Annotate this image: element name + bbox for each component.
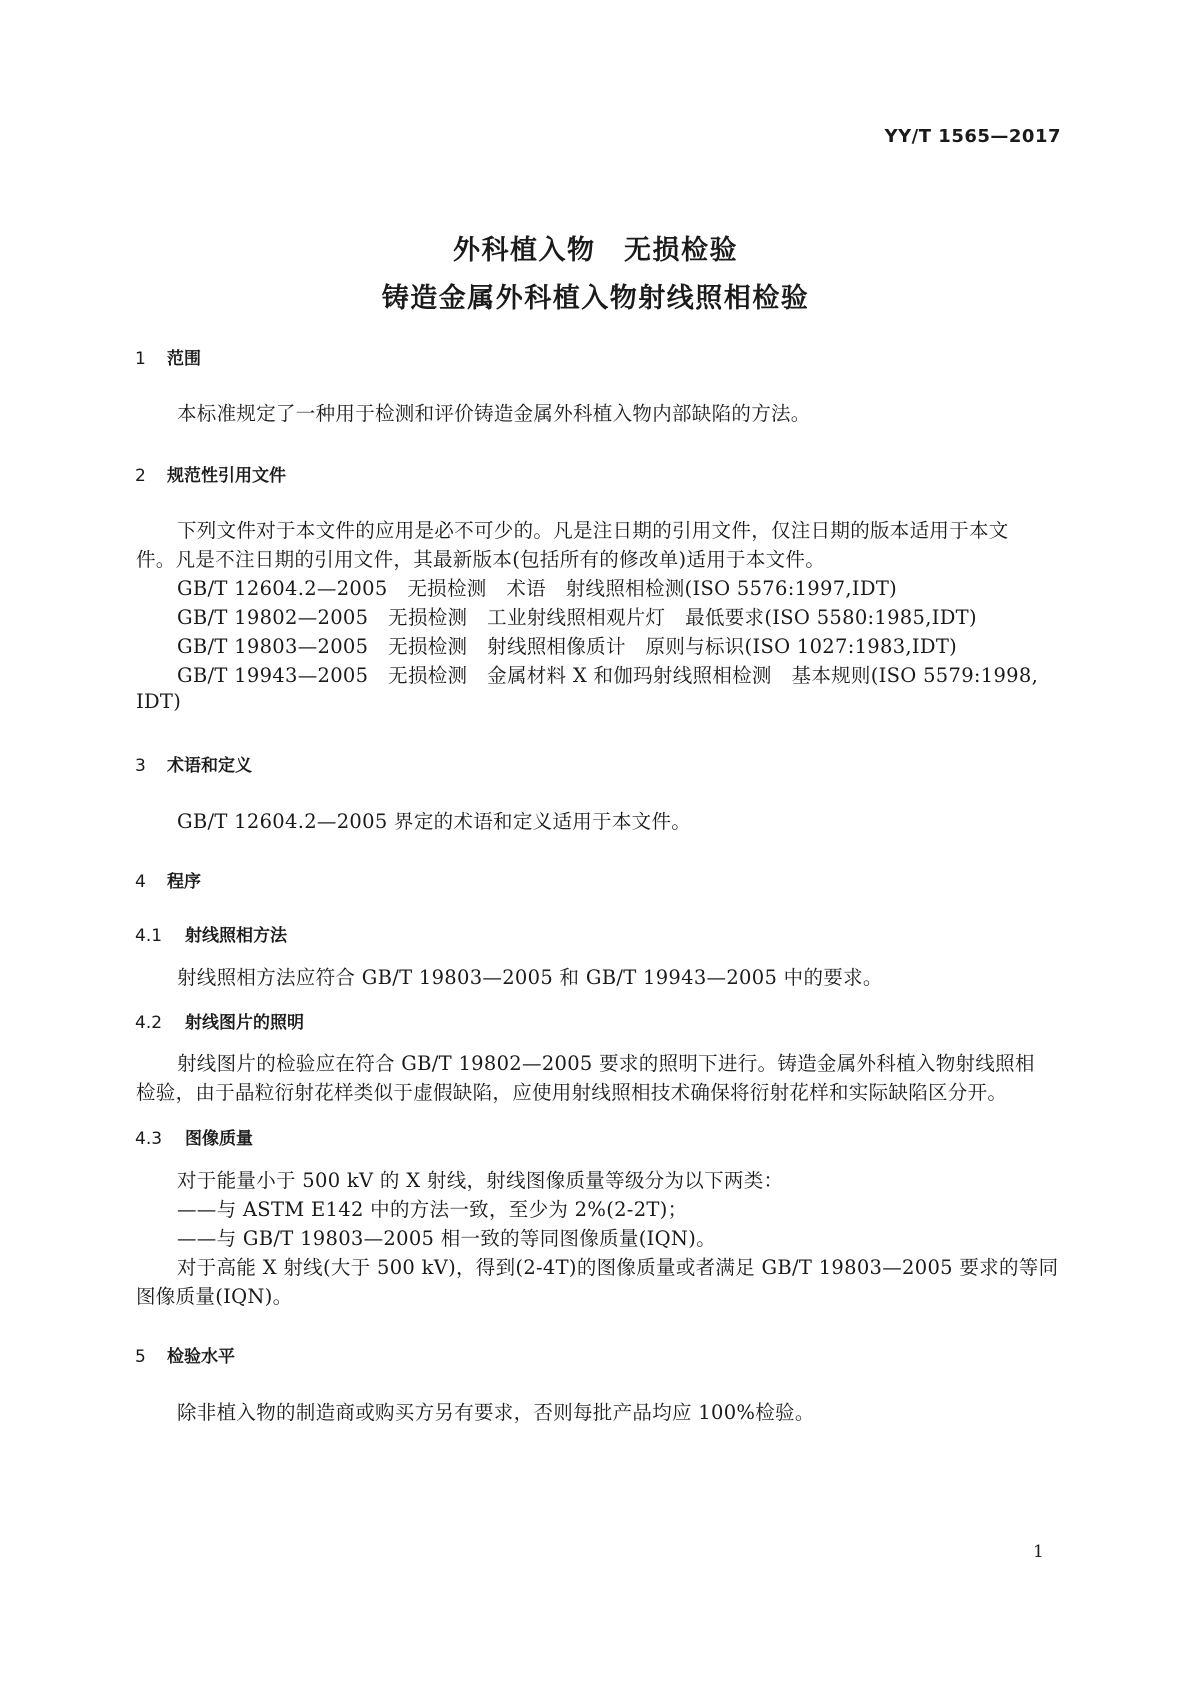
section-heading-procedure [135,867,201,892]
section-number: 5 [135,1347,146,1367]
image-quality-bullet: ——与 ASTM E142 中的方法一致，至少为 2%(2-2T)； [177,1198,688,1221]
subsection-heading-image-quality [135,1124,253,1149]
scope-paragraph: 本标准规定了一种用于检测和评价铸造金属外科植入物内部缺陷的方法。 [177,402,811,425]
subsection-title: 射线图片的照明 [185,1013,304,1033]
image-quality-high-energy-line-2: 图像质量(IQN)。 [136,1285,293,1308]
page-number: 1 [1033,1542,1044,1562]
illumination-paragraph-line-2: 检验，由于晶粒衍射花样类似于虚假缺陷，应使用射线照相技术确保将衍射花样和实际缺陷区分开。 [136,1081,1008,1104]
section-title: 规范性引用文件 [167,466,286,486]
subsection-heading-illumination [135,1008,304,1033]
section-number: 2 [135,466,146,486]
reference-item: GB/T 19803—2005 无损检测 射线照相像质计 原则与标识(ISO 1027:1983,IDT) [177,635,958,658]
section-heading-terms [135,751,252,776]
reference-item: GB/T 12604.2—2005 无损检测 术语 射线照相检测(ISO 5576:1997,IDT) [177,577,898,600]
document-code: YY/T 1565—2017 [884,126,1061,147]
section-number: 4 [135,872,146,892]
subsection-number: 4.2 [135,1013,163,1033]
subsection-title: 射线照相方法 [185,926,287,946]
subsection-number: 4.3 [135,1129,163,1149]
illumination-paragraph-line-1: 射线图片的检验应在符合 GB/T 19802—2005 要求的照明下进行。铸造金属外科植入物射线照相 [177,1052,1035,1075]
image-quality-paragraph: 对于能量小于 500 kV 的 X 射线，射线图像质量等级分为以下两类： [177,1169,784,1192]
image-quality-bullet: ——与 GB/T 19803—2005 相一致的等同图像质量(IQN)。 [177,1227,717,1250]
subsection-title: 图像质量 [185,1129,253,1149]
document-title-line-2: 铸造金属外科植入物射线照相检验 [381,283,810,314]
terms-paragraph: GB/T 12604.2—2005 界定的术语和定义适用于本文件。 [177,810,692,833]
section-number: 1 [135,349,146,369]
radiographic-method-paragraph: 射线照相方法应符合 GB/T 19803—2005 和 GB/T 19943—2005 中的要求。 [177,966,883,989]
section-heading-inspection-level [135,1342,235,1367]
document-title-line-1: 外科植入物 无损检验 [453,235,738,266]
reference-item-continuation: IDT) [136,690,182,713]
reference-item: GB/T 19802—2005 无损检测 工业射线照相观片灯 最低要求(ISO 5580:1985,IDT) [177,606,977,629]
image-quality-high-energy-line-1: 对于高能 X 射线(大于 500 kV)，得到(2-4T)的图像质量或者满足 GB/T 19803—2005 要求的等同 [177,1256,1059,1279]
section-heading-normative-references [135,461,286,486]
inspection-level-paragraph: 除非植入物的制造商或购买方另有要求，否则每批产品均应 100%检验。 [177,1401,815,1424]
references-intro-line-2: 件。凡是不注日期的引用文件，其最新版本(包括所有的修改单)适用于本文件。 [136,548,826,571]
section-number: 3 [135,756,146,776]
section-title: 程序 [167,872,201,892]
section-title: 范围 [167,349,201,369]
section-heading-scope [135,344,201,369]
section-title: 术语和定义 [167,756,252,776]
section-title: 检验水平 [167,1347,235,1367]
subsection-number: 4.1 [135,926,163,946]
references-intro-line-1: 下列文件对于本文件的应用是必不可少的。凡是注日期的引用文件，仅注日期的版本适用于本文 [177,519,1009,542]
reference-item: GB/T 19943—2005 无损检测 金属材料 X 和伽玛射线照相检测 基本规则(ISO 5579:1998, [177,664,1039,687]
subsection-heading-radiographic-method [135,921,287,946]
